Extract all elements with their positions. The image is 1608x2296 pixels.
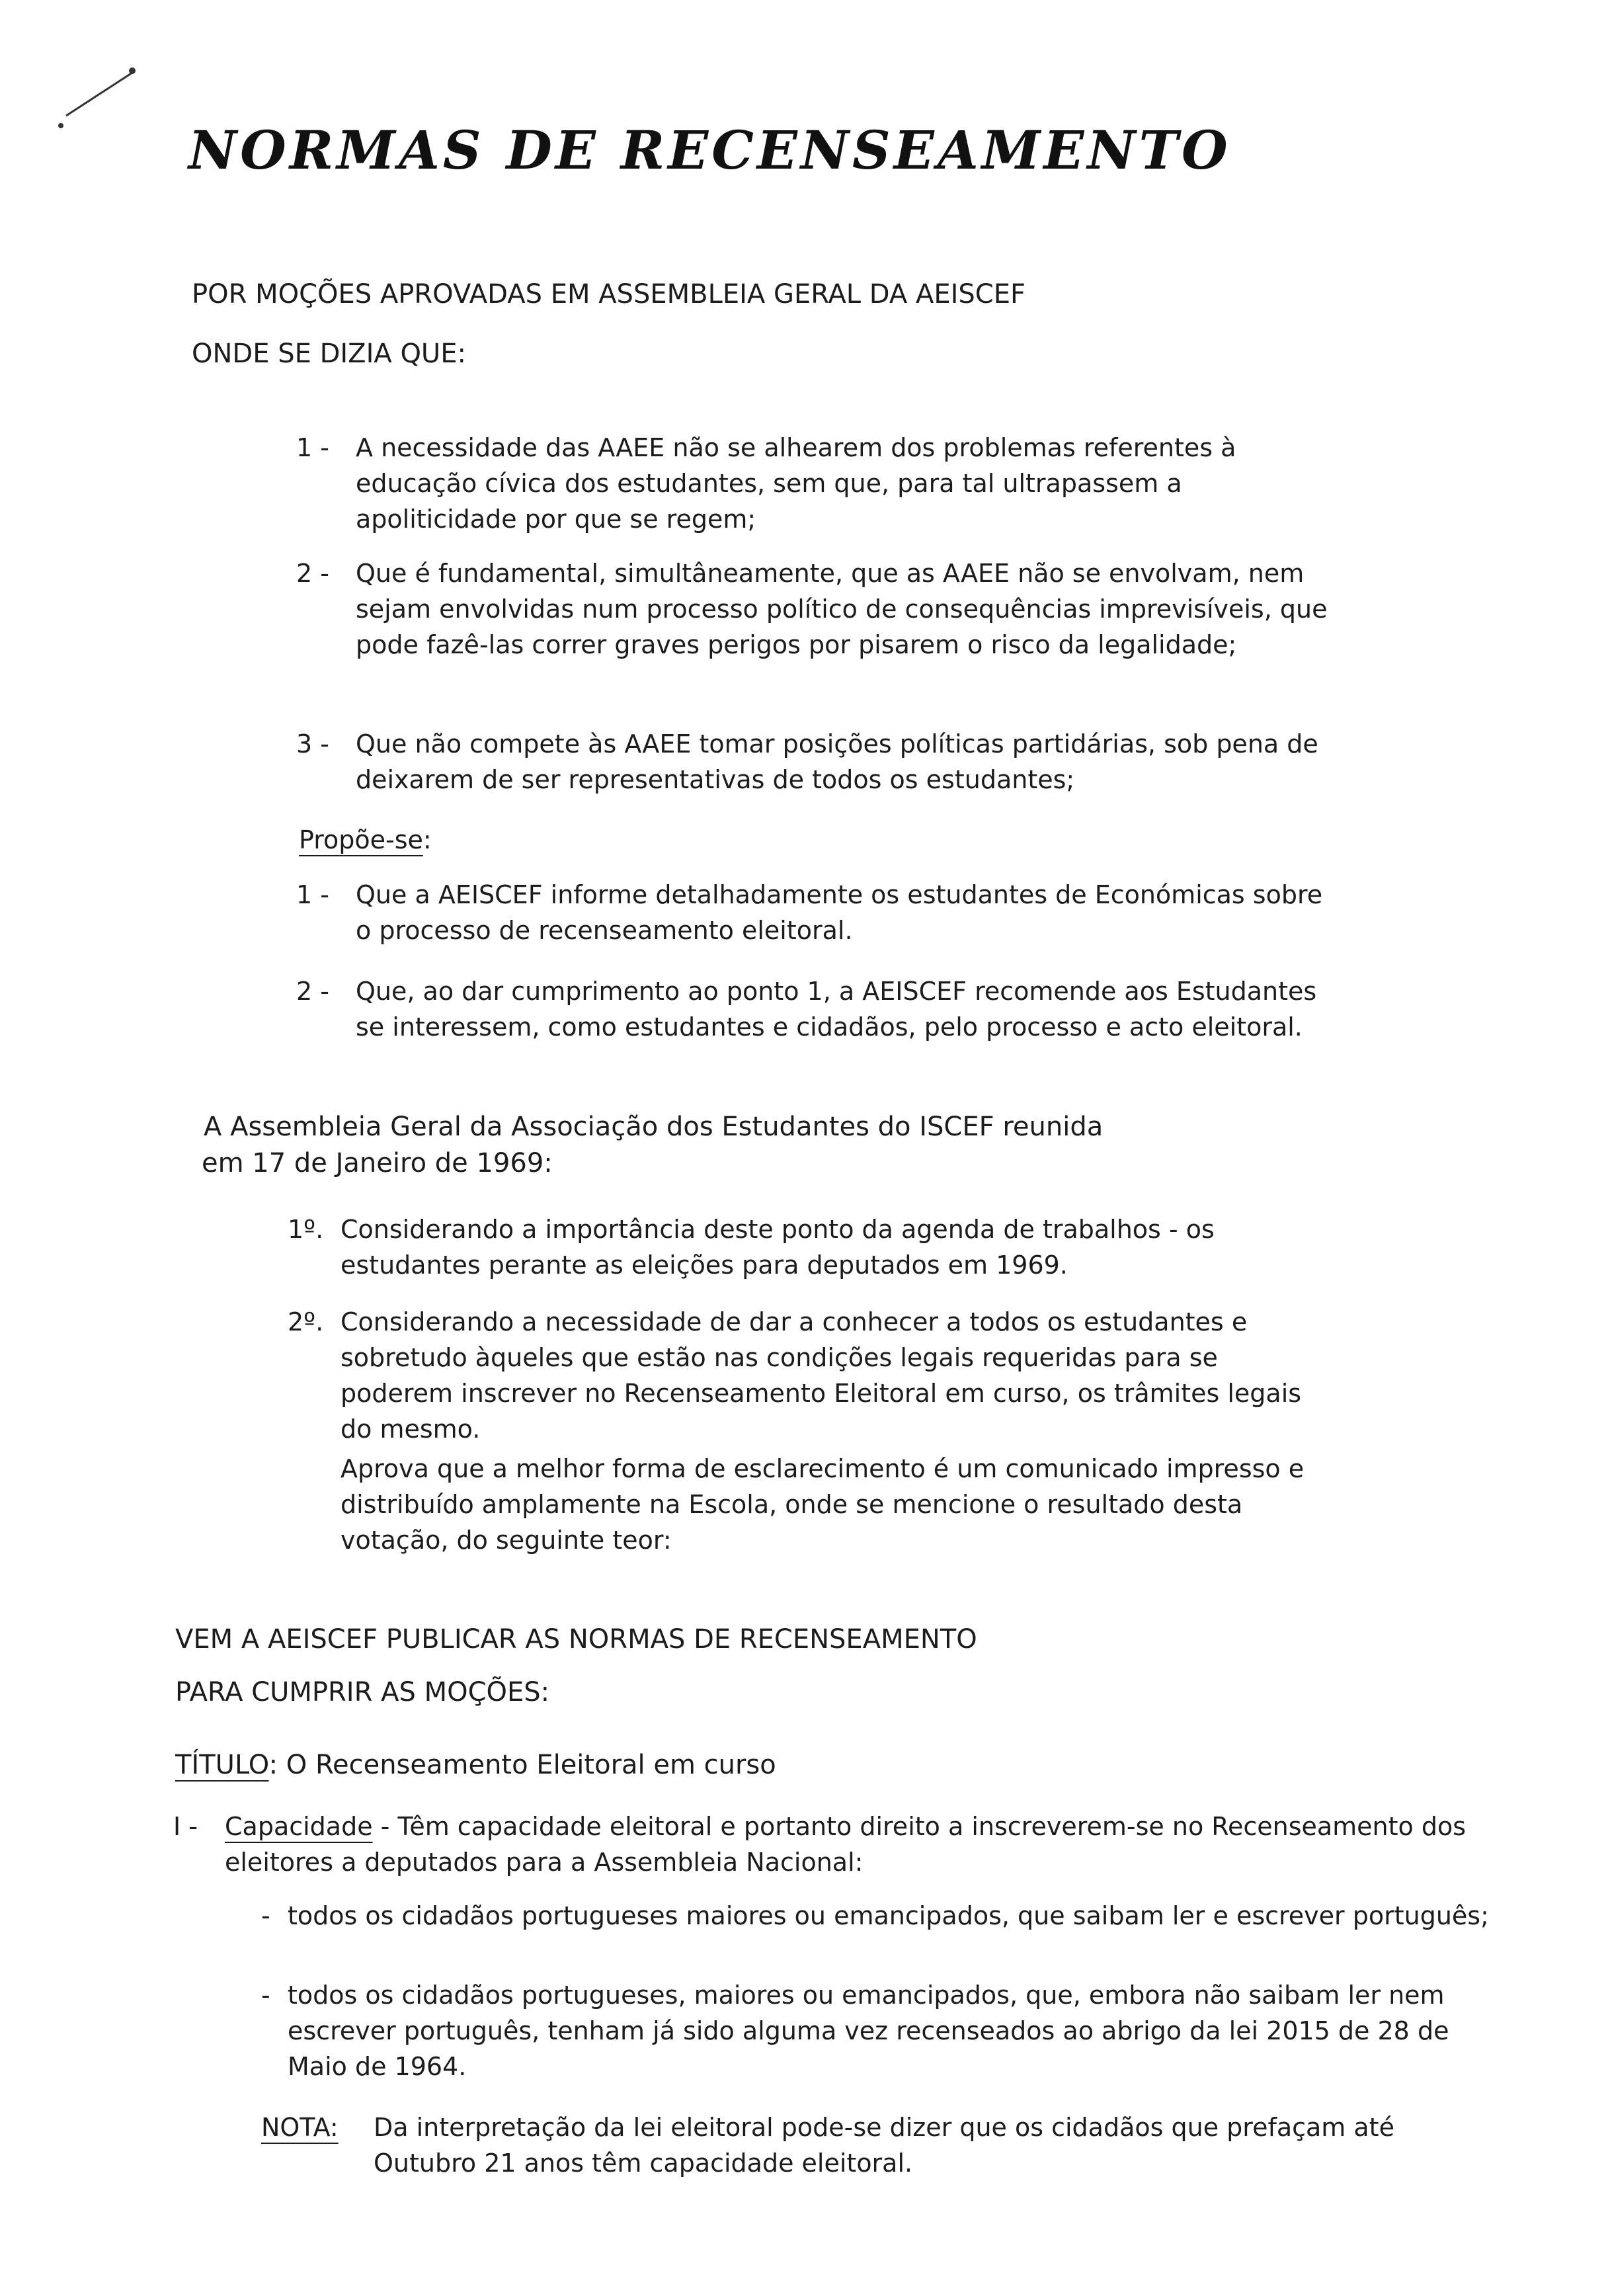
- item-text: Que não compete às AAEE tomar posições políticas partidárias, sob pena de deixarem de ser representativas de todos os estudantes;: [356, 729, 1318, 794]
- nota-label: NOTA:: [261, 2113, 339, 2142]
- proposes-label: Propõe-se: [299, 825, 423, 854]
- bullet-dash: -: [261, 1981, 270, 2010]
- intro-line-2: ONDE SE DIZIA QUE:: [192, 339, 466, 369]
- item-text: Considerando a necessidade de dar a conhecer a todos os estudantes e sobretudo àqueles que estão nas condições legais requeridas para se poderem inscrever no Recenseamento Eleitoral em curso, os trâmites legais do mesmo.: [341, 1307, 1302, 1444]
- proposes-heading: Propõe-se:: [299, 825, 432, 854]
- consideration-item: [296, 555, 1328, 701]
- bullet-text: todos os cidadãos portugueses, maiores ou emancipados, que, embora não saibam ler nem escrever português, tenham já sido alguma vez recenseados ao abrigo da lei 2015 de 28 de Maio de 1964.: [288, 1981, 1449, 2081]
- intro-line-1: POR MOÇÕES APROVADAS EM ASSEMBLEIA GERAL DA AEISCEF: [192, 279, 1026, 309]
- item-number: 1º.: [288, 1215, 324, 1244]
- item-number: 2 -: [296, 977, 329, 1006]
- assembly-line-2: em 17 de Janeiro de 1969:: [202, 1148, 553, 1178]
- section-text: - Têm capacidade eleitoral e portanto direito a inscreverem-se no Recenseamento dos eleitores a deputados para a Assembleia Nacional:: [225, 1812, 1467, 1877]
- consideration-item: [296, 726, 1328, 799]
- titulo-text: : O Recenseamento Eleitoral em curso: [268, 1750, 776, 1780]
- item-text: Que a AEISCEF informe detalhadamente os estudantes de Económicas sobre o processo de recenseamento eleitoral.: [356, 880, 1323, 945]
- bullet-item: [261, 1977, 1504, 2086]
- whereas-item: [288, 1211, 1329, 1284]
- whereas-item: [288, 1304, 1329, 1450]
- item-text: Que é fundamental, simultâneamente, que as AAEE não se envolvam, nem sejam envolvidas num processo político de consequências imprevisíveis, que pode fazê-las correr graves perigos por pisarem o risco da legalidade;: [356, 559, 1328, 659]
- section-number: I -: [173, 1812, 198, 1841]
- proposal-item: [296, 877, 1328, 950]
- item-text: A necessidade das AAEE não se alhearem dos problemas referentes à educação cívica dos estudantes, sem que, para tal ultrapassem a apoliticidade por que se regem;: [356, 433, 1236, 534]
- titulo-label: TÍTULO: [175, 1750, 269, 1780]
- item-number: 1 -: [296, 880, 329, 909]
- pen-stroke-mark: [46, 63, 139, 149]
- item-number: 1 -: [296, 433, 329, 462]
- item-text: Considerando a importância deste ponto da agenda de trabalhos - os estudantes perante as eleições para deputados em 1969.: [341, 1215, 1215, 1280]
- publish-line-2: PARA CUMPRIR AS MOÇÕES:: [175, 1677, 550, 1707]
- item-text: Que, ao dar cumprimento ao ponto 1, a AEISCEF recomende aos Estudantes se interessem, como estudantes e cidadãos, pelo processo e acto eleitoral.: [356, 977, 1317, 1042]
- bullet-item: [261, 1898, 1504, 1971]
- item-number: 2º.: [288, 1307, 324, 1336]
- nota-block: [261, 2110, 1504, 2182]
- section-label: Capacidade: [225, 1812, 373, 1841]
- assembly-line-1: A Assembleia Geral da Associação dos Estudantes do ISCEF reunida: [204, 1112, 1104, 1142]
- document-title: NORMAS DE RECENSEAMENTO: [188, 119, 1231, 181]
- bullet-dash: -: [261, 1901, 270, 1930]
- approval-text: Aprova que a melhor forma de esclarecimento é um comunicado impresso e distribuído amplamente na Escola, onde se mencione o resultado desta votação, do seguinte teor:: [341, 1454, 1305, 1555]
- consideration-item: [296, 430, 1328, 539]
- publish-line-1: VEM A AEISCEF PUBLICAR AS NORMAS DE RECENSEAMENTO: [175, 1624, 977, 1655]
- section-capacidade: [173, 1809, 1489, 1881]
- item-number: 2 -: [296, 559, 329, 588]
- titulo-line: [175, 1746, 776, 1784]
- bullet-text: todos os cidadãos portugueses maiores ou emancipados, que saibam ler e escrever português;: [288, 1901, 1489, 1930]
- item-number: 3 -: [296, 729, 329, 758]
- proposal-item: [296, 973, 1328, 1083]
- nota-text: Da interpretação da lei eleitoral pode-se dizer que os cidadãos que prefaçam até Outubro 21 anos têm capacidade eleitoral.: [374, 2113, 1394, 2178]
